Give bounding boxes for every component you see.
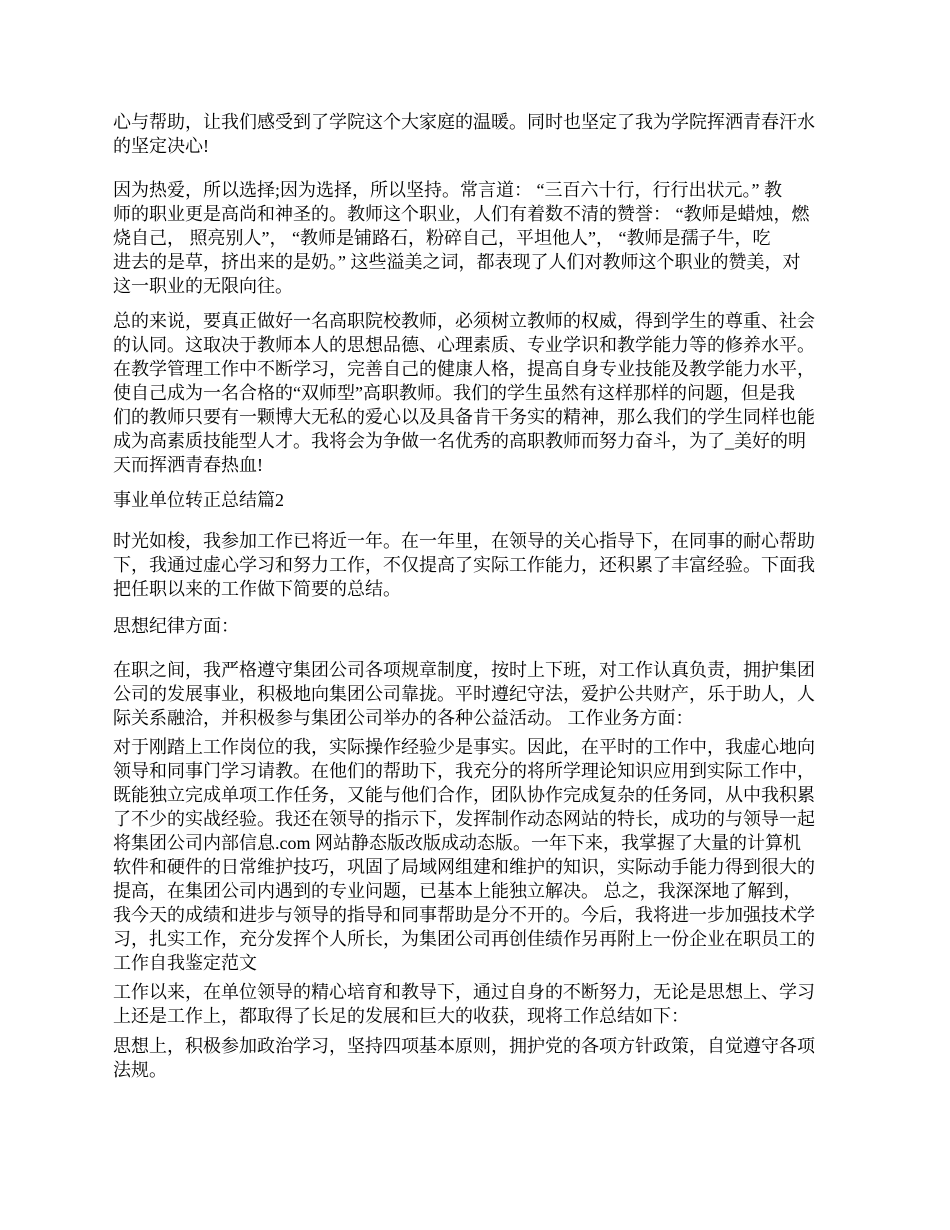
text-line: 领导和同事门学习请教。在他们的帮助下，我充分的将所学理论知识应用到实际工作中， <box>113 761 815 781</box>
text-line: 成为高素质技能型人才。我将会为争做一名优秀的高职教师而努力奋斗，为了_美好的明 <box>113 431 806 451</box>
text-line: 师的职业更是高尚和神圣的。教师这个职业，人们有着数不清的赞誉： “教师是蜡烛，燃 <box>113 204 810 224</box>
text-line: 上还是工作上，都取得了长足的发展和巨大的收获，现将工作总结如下： <box>113 1006 689 1026</box>
section-heading-text: 事业单位转正总结篇2 <box>113 490 284 510</box>
section-heading-text: 思想纪律方面： <box>113 616 239 636</box>
paragraph <box>113 735 893 975</box>
text-line: 思想上，积极参加政治学习，坚持四项基本原则，拥护党的各项方针政策，自觉遵守各项 <box>113 1036 815 1056</box>
text-line: 既能独立完成单项工作任务，又能与他们合作，团队协作完成复杂的任务同，从中我积累 <box>113 785 815 805</box>
text-line: 烧自己， 照亮别人”， “教师是铺路石，粉碎自己，平坦他人”， “教师是孺子牛，吃 <box>113 228 771 248</box>
text-line: 工作以来，在单位领导的精心培育和教导下，通过自身的不断努力，无论是思想上、学习 <box>113 982 815 1002</box>
text-line: 时光如梭，我参加工作已将近一年。在一年里，在领导的关心指导下，在同事的耐心帮助 <box>113 531 815 551</box>
section-heading <box>113 614 893 638</box>
text-line: 软件和硬件的日常维护技巧，巩固了局域网组建和维护的知识，实际动手能力得到很大的 <box>113 857 815 877</box>
text-line: 在职之间，我严格遵守集团公司各项规章制度，按时上下班，对工作认真负责，拥护集团 <box>113 660 815 680</box>
paragraph <box>113 309 893 477</box>
text-line: 把任职以来的工作做下简要的总结。 <box>113 579 401 599</box>
section-heading <box>113 488 893 512</box>
text-line: 了不少的实战经验。我还在领导的指示下，发挥制作动态网站的特长，成功的与领导一起 <box>113 809 815 829</box>
text-line: 将集团公司内部信息.com 网站静态版改版成动态版。一年下来，我掌握了大量的计算机 <box>113 833 801 853</box>
text-line: 因为热爱，所以选择;因为选择，所以坚持。常言道： “三百六十行，行行出状元。” 教 <box>113 180 782 200</box>
text-line: 对于刚踏上工作岗位的我，实际操作经验少是事实。因此，在平时的工作中，我虚心地向 <box>113 737 815 757</box>
paragraph <box>113 110 893 158</box>
paragraph <box>113 658 893 730</box>
text-line: 天而挥洒青春热血! <box>113 455 263 475</box>
text-line: 的坚定决心! <box>113 136 209 156</box>
text-line: 的认同。这取决于教师本人的思想品德、心理素质、专业学识和教学能力等的修养水平。 <box>113 335 815 355</box>
text-line: 进去的是草，挤出来的是奶。” 这些溢美之词，都表现了人们对教师这个职业的赞美，对 <box>113 252 801 272</box>
paragraph <box>113 529 893 601</box>
paragraph <box>113 178 893 298</box>
text-line: 下，我通过虚心学习和努力工作，不仅提高了实际工作能力，还积累了丰富经验。下面我 <box>113 555 815 575</box>
text-line: 法规。 <box>113 1060 167 1080</box>
text-line: 们的教师只要有一颗博大无私的爱心以及具备肯干务实的精神，那么我们的学生同样也能 <box>113 407 815 427</box>
document-content <box>113 110 893 1082</box>
text-line: 习，扎实工作，充分发挥个人所长，为集团公司再创佳绩作另再附上一份企业在职员工的 <box>113 929 815 949</box>
text-line: 公司的发展事业，积极地向集团公司靠拢。平时遵纪守法，爱护公共财产，乐于助人，人 <box>113 684 815 704</box>
text-line: 使自己成为一名合格的“双师型”高职教师。我们的学生虽然有这样那样的问题，但是我 <box>113 383 795 403</box>
text-line: 工作自我鉴定范文 <box>113 953 257 973</box>
text-line: 我今天的成绩和进步与领导的指导和同事帮助是分不开的。今后，我将进一步加强技术学 <box>113 905 815 925</box>
text-line: 心与帮助，让我们感受到了学院这个大家庭的温暖。同时也坚定了我为学院挥洒青春汗水 <box>113 112 815 132</box>
text-line: 这一职业的无限向往。 <box>113 276 293 296</box>
text-line: 际关系融洽，并积极参与集团公司举办的各种公益活动。 工作业务方面： <box>113 708 694 728</box>
paragraph <box>113 1034 893 1082</box>
text-line: 总的来说，要真正做好一名高职院校教师，必须树立教师的权威，得到学生的尊重、社会 <box>113 311 815 331</box>
text-line: 在教学管理工作中不断学习，完善自己的健康人格，提高自身专业技能及教学能力水平， <box>113 359 815 379</box>
text-line: 提高，在集团公司内遇到的专业问题，已基本上能独立解决。 总之，我深深地了解到， <box>113 881 802 901</box>
paragraph <box>113 980 893 1028</box>
